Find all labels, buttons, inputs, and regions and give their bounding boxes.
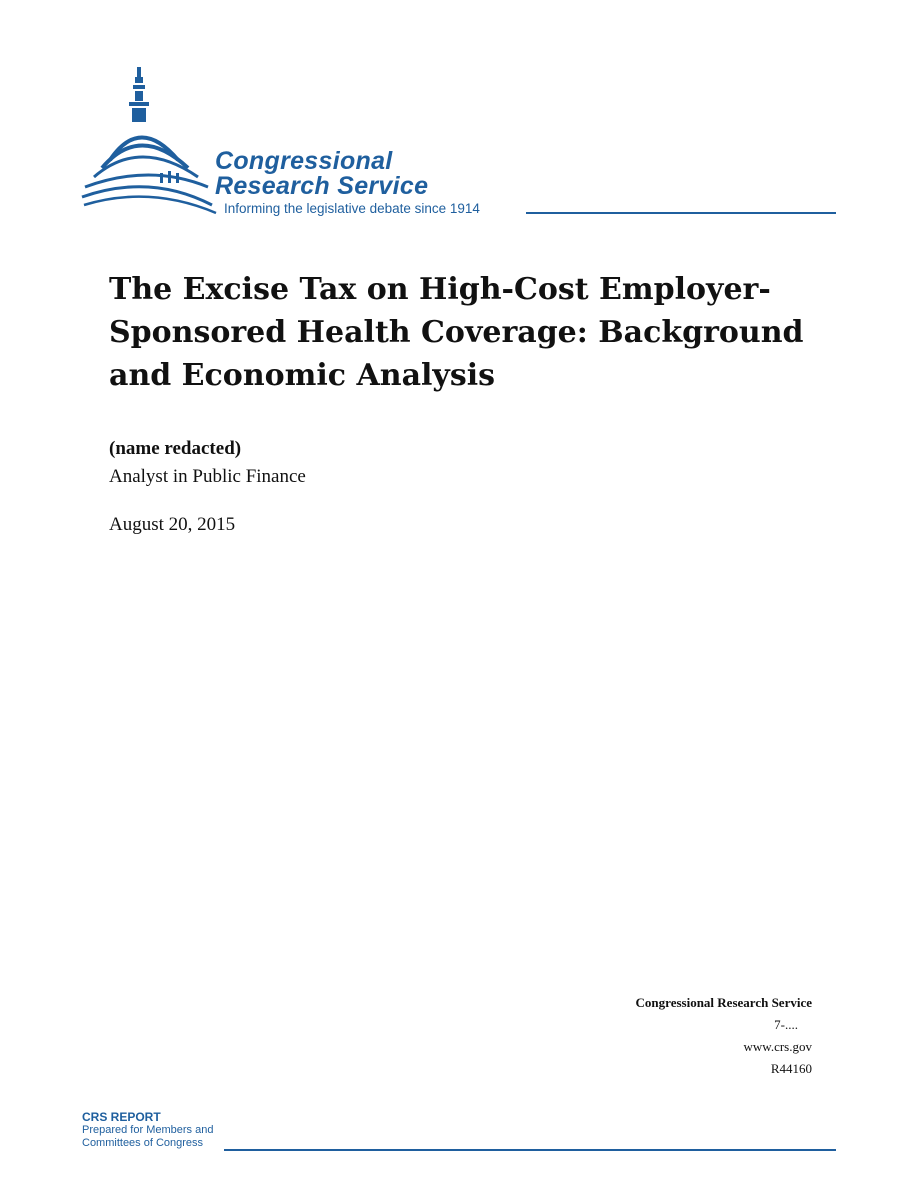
publisher-number: 7-.... xyxy=(774,1017,798,1032)
publisher-org: Congressional Research Service xyxy=(635,995,812,1010)
report-id: R44160 xyxy=(770,1061,812,1076)
footer-rule xyxy=(224,1149,836,1151)
report-title: The Excise Tax on High-Cost Employer-Sponsored Health Coverage: Background and Economic Analysis xyxy=(109,272,804,393)
logo-name-line1: Congressional xyxy=(215,147,393,175)
logo-tagline: Informing the legislative debate since 1914 xyxy=(224,201,480,216)
logo-name-line2: Research Service xyxy=(215,172,429,200)
report-date: August 20, 2015 xyxy=(109,514,236,535)
footer-report-label: CRS REPORT xyxy=(82,1110,161,1124)
header-rule xyxy=(526,212,836,214)
publisher-block xyxy=(636,992,812,1080)
footer-label xyxy=(82,1111,213,1150)
footer-line2: Prepared for Members and xyxy=(82,1124,214,1136)
author-name: (name redacted) xyxy=(109,438,242,459)
footer-line3: Committees of Congress xyxy=(82,1137,204,1149)
author-role: Analyst in Public Finance xyxy=(109,466,306,487)
publisher-url[interactable]: www.crs.gov xyxy=(743,1039,812,1054)
crs-capitol-dome-logo xyxy=(80,65,220,220)
